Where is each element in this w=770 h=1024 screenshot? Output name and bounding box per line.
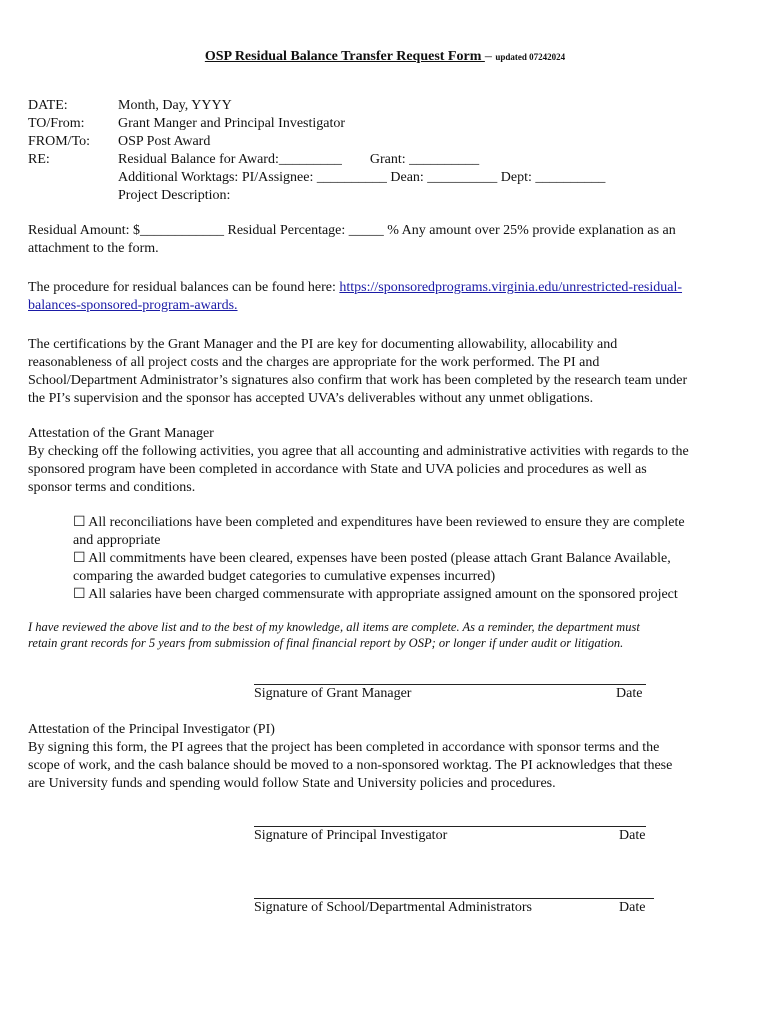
- form-title-row: [0, 49, 770, 65]
- checkbox-icon[interactable]: ☐: [73, 515, 86, 530]
- certifications-line: reasonableness of all project costs and the charges are appropriate for the work performed. The PI and: [28, 355, 600, 370]
- checkbox-icon[interactable]: ☐: [73, 551, 86, 566]
- grant-manager-date-label: Date: [616, 686, 643, 701]
- project-description-field[interactable]: Project Description:: [118, 188, 231, 203]
- checklist-item-salaries: [73, 586, 743, 604]
- residual-amount-paragraph: [28, 222, 746, 258]
- date-value[interactable]: Month, Day, YYYY: [118, 98, 232, 113]
- checklist-item-commitments: [73, 550, 743, 568]
- attestation-line: By checking off the following activities, you agree that all accounting and administrative activities with regards to the: [28, 444, 689, 459]
- updated-date: updated 07242024: [495, 52, 566, 62]
- checklist-item-label-continued: comparing the awarded budget categories to cumulative expenses incurred): [73, 569, 496, 584]
- checklist-item-reconciliations: [73, 514, 743, 532]
- date-label: DATE:: [28, 98, 68, 113]
- checkbox-icon[interactable]: ☐: [73, 587, 86, 602]
- reminder-line: retain grant records for 5 years from submission of final financial report by OSP; or longer if under audit or litigation.: [28, 636, 624, 650]
- certifications-line: The certifications by the Grant Manager and the PI are key for documenting allowability, allocability and: [28, 337, 618, 352]
- certifications-line: School/Department Administrator’s signatures also confirm that work has been completed by the research team under: [28, 373, 688, 388]
- header-row-description: [28, 187, 605, 205]
- pi-signature-line[interactable]: [254, 826, 646, 827]
- pi-signature-label: Signature of Principal Investigator: [254, 828, 448, 843]
- grant-manager-attestation: [28, 425, 746, 497]
- title-dash: –: [484, 49, 492, 64]
- pi-attestation: [28, 721, 746, 793]
- to-label: TO/From:: [28, 116, 85, 131]
- certifications-paragraph: [28, 336, 746, 408]
- administrator-date-label: Date: [619, 900, 646, 915]
- header-row-re: [28, 151, 605, 169]
- checklist-item-label-continued: and appropriate: [73, 533, 161, 548]
- from-value: OSP Post Award: [118, 134, 211, 149]
- pi-attestation-line: By signing this form, the PI agrees that the project has been completed in accordance with sponsor terms and the: [28, 740, 660, 755]
- residual-line-1[interactable]: Residual Amount: $____________ Residual Percentage: _____ % Any amount over 25% provide explanation as an: [28, 223, 676, 238]
- grant-manager-heading: Attestation of the Grant Manager: [28, 426, 214, 441]
- checklist-item-label: All reconciliations have been completed and expenditures have been reviewed to ensure they are complete: [85, 515, 685, 530]
- header-row-to: [28, 115, 605, 133]
- header-row-from: [28, 133, 605, 151]
- header-row-worktags: [28, 169, 605, 187]
- attestation-line: sponsored program have been completed in accordance with State and UVA policies and procedures as well as: [28, 462, 647, 477]
- record-retention-reminder: [28, 619, 746, 651]
- award-field[interactable]: Residual Balance for Award:_________: [118, 152, 342, 167]
- header-row-date: [28, 97, 605, 115]
- reminder-line: I have reviewed the above list and to the best of my knowledge, all items are complete. As a reminder, the department must: [28, 620, 640, 634]
- form-title: OSP Residual Balance Transfer Request Form: [204, 49, 485, 64]
- pi-attestation-line: scope of work, and the cash balance should be moved to a non-sponsored worktag. The PI acknowledges that these: [28, 758, 673, 773]
- worktags-field[interactable]: Additional Worktags: PI/Assignee: __________ Dean: __________ Dept: __________: [118, 170, 606, 185]
- memo-header: [28, 97, 605, 205]
- to-value: Grant Manger and Principal Investigator: [118, 116, 346, 131]
- pi-heading: Attestation of the Principal Investigator (PI): [28, 722, 275, 737]
- checklist-item-label: All commitments have been cleared, expenses have been posted (please attach Grant Balance Available,: [85, 551, 671, 566]
- procedure-link-continued[interactable]: balances-sponsored-program-awards.: [28, 298, 238, 313]
- procedure-link[interactable]: https://sponsoredprograms.virginia.edu/unrestricted-residual-: [339, 280, 683, 295]
- residual-line-2: attachment to the form.: [28, 241, 159, 256]
- checklist-item-label: All salaries have been charged commensurate with appropriate assigned amount on the sponsored project: [85, 587, 678, 602]
- attestation-line: sponsor terms and conditions.: [28, 480, 196, 495]
- grant-manager-signature-line[interactable]: [254, 684, 646, 685]
- re-label: RE:: [28, 152, 50, 167]
- pi-attestation-line: are University funds and spending would follow State and University policies and procedures.: [28, 776, 556, 791]
- grant-field[interactable]: Grant: __________: [369, 152, 480, 167]
- pi-date-label: Date: [619, 828, 646, 843]
- grant-manager-signature-label: Signature of Grant Manager: [254, 686, 412, 701]
- administrator-signature-line[interactable]: [254, 898, 654, 899]
- from-label: FROM/To:: [28, 134, 91, 149]
- activity-checklist: [73, 514, 743, 604]
- procedure-text: The procedure for residual balances can be found here:: [28, 280, 340, 295]
- procedure-paragraph: [28, 279, 746, 315]
- administrator-signature-label: Signature of School/Departmental Administrators: [254, 900, 533, 915]
- certifications-line: the PI’s supervision and the sponsor has accepted UVA’s deliverables without any unmet obligations.: [28, 391, 594, 406]
